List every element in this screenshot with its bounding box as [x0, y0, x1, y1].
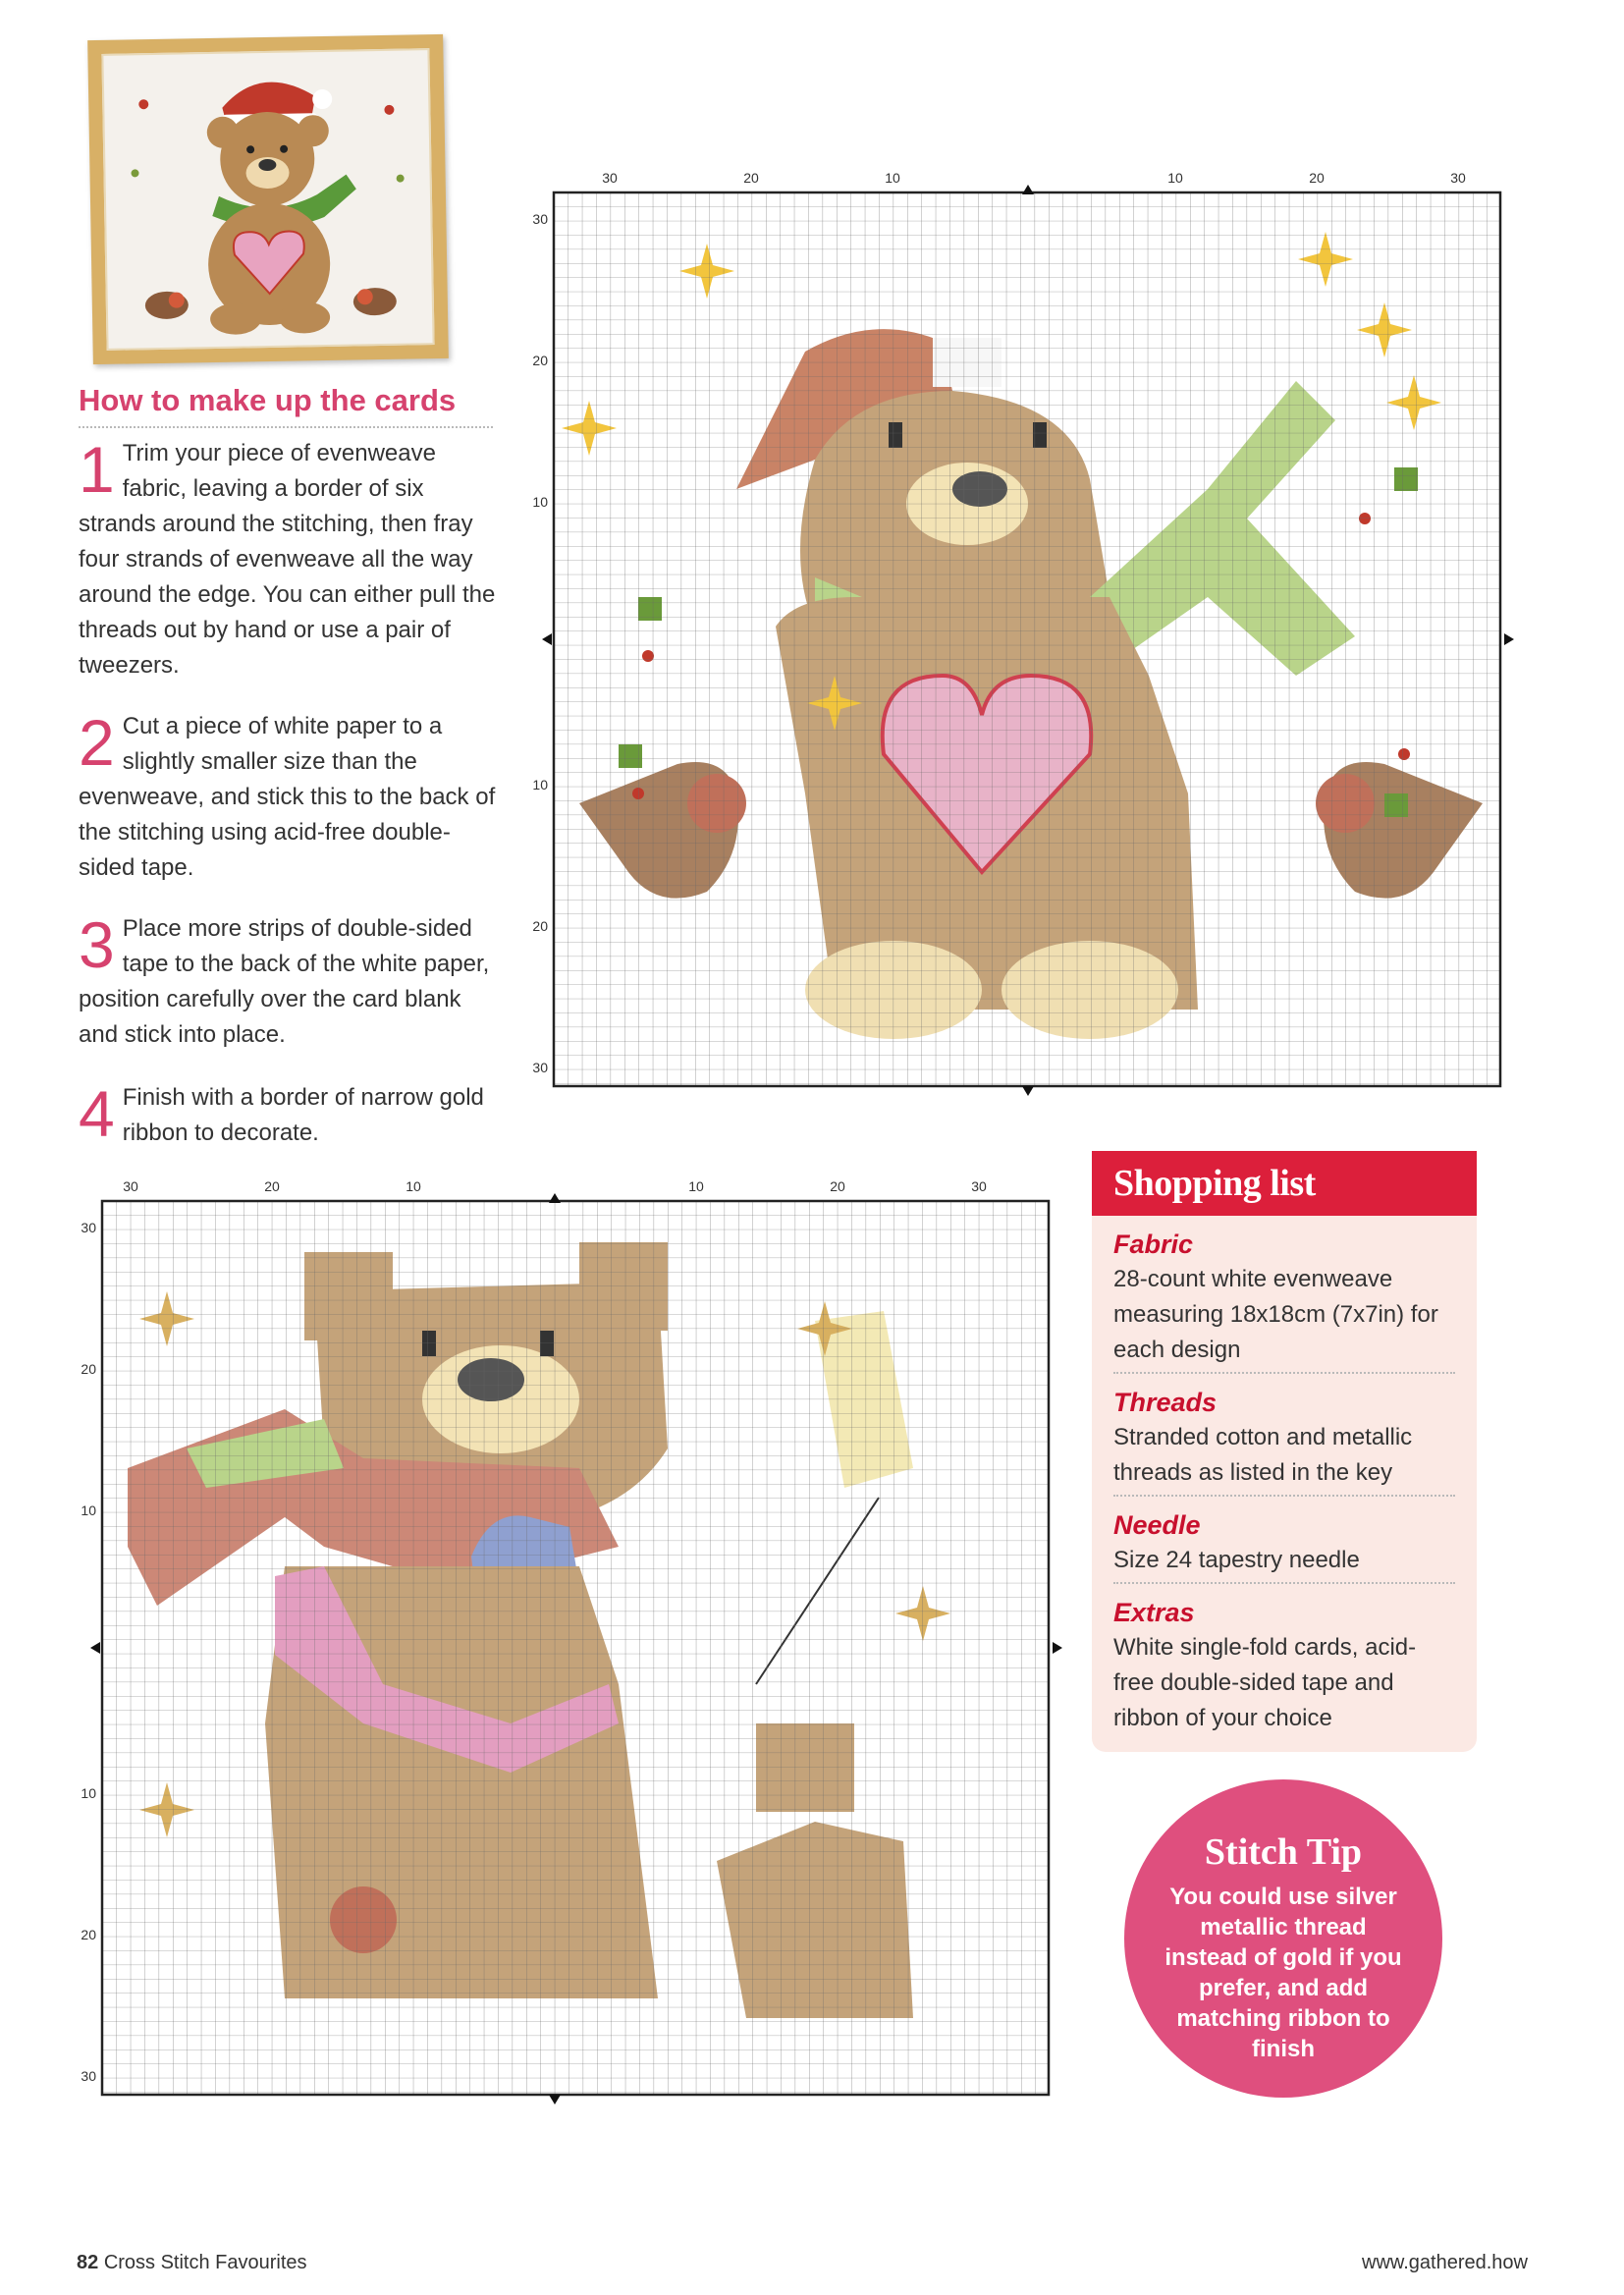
page-number: 82	[77, 2252, 99, 2273]
shopping-section-extras	[1113, 1598, 1455, 1740]
step-number: 3	[79, 908, 115, 981]
step-3	[79, 908, 501, 1053]
step-2	[79, 706, 501, 886]
chart-top-y-label: 10	[532, 777, 548, 792]
chart-bottom-x-label: 20	[264, 1178, 280, 1194]
chart-top-x-label: 10	[1167, 170, 1183, 186]
section-text: Size 24 tapestry needle	[1113, 1547, 1360, 1573]
center-marker-bottom	[1022, 1086, 1034, 1096]
chart-scarf-bear	[69, 1174, 1070, 2126]
center-marker-left	[542, 633, 552, 645]
center-marker-top	[549, 1193, 561, 1203]
chart-bottom-y-label: 30	[81, 1220, 96, 1235]
chart-santa-bear	[520, 165, 1522, 1118]
chart-top-y-label: 10	[532, 494, 548, 510]
chart-bottom-x-label: 10	[406, 1178, 421, 1194]
shopping-list-title: Shopping list	[1092, 1151, 1477, 1216]
center-marker-left	[90, 1642, 100, 1654]
chart-top-y-label: 20	[532, 353, 548, 368]
step-text: Place more strips of double-sided tape to the back of the white paper, position carefully over the card blank and stick into place.	[79, 915, 490, 1048]
step-number: 1	[79, 433, 115, 506]
step-1	[79, 433, 501, 683]
section-text: Stranded cotton and metallic threads as listed in the key	[1113, 1424, 1413, 1486]
footer-folio	[77, 2252, 307, 2274]
step-4	[79, 1077, 501, 1151]
chart-top-x-label: 20	[1309, 170, 1325, 186]
chart-bottom-y-label: 10	[81, 1503, 96, 1518]
chart-top-y-label: 30	[532, 211, 548, 227]
step-text: Cut a piece of white paper to a slightly smaller size than the evenweave, and stick this to the back of the stitching using acid-free double-sided tape.	[79, 713, 496, 881]
section-heading: Threads	[1113, 1388, 1218, 1417]
stitch-tip-title: Stitch Tip	[1204, 1831, 1363, 1873]
shopping-section-fabric	[1113, 1229, 1455, 1374]
finished-card-photo	[87, 34, 449, 364]
step-number: 4	[79, 1077, 115, 1150]
chart-top-x-label: 30	[1450, 170, 1466, 186]
step-number: 2	[79, 706, 115, 779]
chart-santa-bear-svg	[520, 165, 1522, 1118]
section-heading: Fabric	[1113, 1229, 1194, 1259]
footer-url[interactable]: www.gathered.how	[1362, 2252, 1528, 2273]
stitch-tip-circle	[1124, 1779, 1442, 2098]
bear-photo-illustration	[103, 50, 432, 349]
stitch-tip-text: You could use silver metallic thread instead of gold if you prefer, and add matching ribbon to finish	[1164, 1884, 1402, 2062]
chart-bottom-x-label: 30	[123, 1178, 138, 1194]
center-marker-right	[1504, 633, 1514, 645]
step-text: Trim your piece of evenweave fabric, leaving a border of six strands around the stitching, then fray four strands of evenweave all the way around the edge. You can either pull the threads out by hand or use a pair of tweezers.	[79, 440, 496, 679]
chart-top-x-label: 10	[885, 170, 900, 186]
chart-bottom-x-label: 30	[971, 1178, 987, 1194]
shopping-list-panel	[1092, 1151, 1477, 1752]
section-text: White single-fold cards, acid-free double-sided tape and ribbon of your choice	[1113, 1634, 1417, 1731]
howto-title: How to make up the cards	[79, 383, 457, 417]
chart-bottom-y-label: 30	[81, 2068, 96, 2084]
chart-scarf-bear-svg	[69, 1174, 1070, 2126]
howto-divider	[79, 426, 493, 428]
chart-bottom-x-label: 10	[688, 1178, 704, 1194]
chart-bottom-y-label: 10	[81, 1785, 96, 1801]
chart-top-y-label: 30	[532, 1060, 548, 1075]
chart-bottom-y-label: 20	[81, 1361, 96, 1377]
chart-bottom-y-label: 20	[81, 1927, 96, 1942]
section-text: 28-count white evenweave measuring 18x18cm (7x7in) for each design	[1113, 1266, 1438, 1363]
chart-top-x-label: 20	[743, 170, 759, 186]
center-marker-top	[1022, 185, 1034, 194]
section-heading: Needle	[1113, 1510, 1201, 1540]
step-text: Finish with a border of narrow gold ribbon to decorate.	[122, 1084, 484, 1146]
magazine-name: Cross Stitch Favourites	[103, 2252, 307, 2273]
center-marker-right	[1053, 1642, 1062, 1654]
shopping-section-threads	[1113, 1388, 1455, 1497]
shopping-section-needle	[1113, 1510, 1455, 1584]
chart-bottom-x-label: 20	[830, 1178, 845, 1194]
chart-top-y-label: 20	[532, 918, 548, 934]
section-heading: Extras	[1113, 1598, 1195, 1627]
chart-top-x-label: 30	[602, 170, 618, 186]
center-marker-bottom	[549, 2095, 561, 2104]
